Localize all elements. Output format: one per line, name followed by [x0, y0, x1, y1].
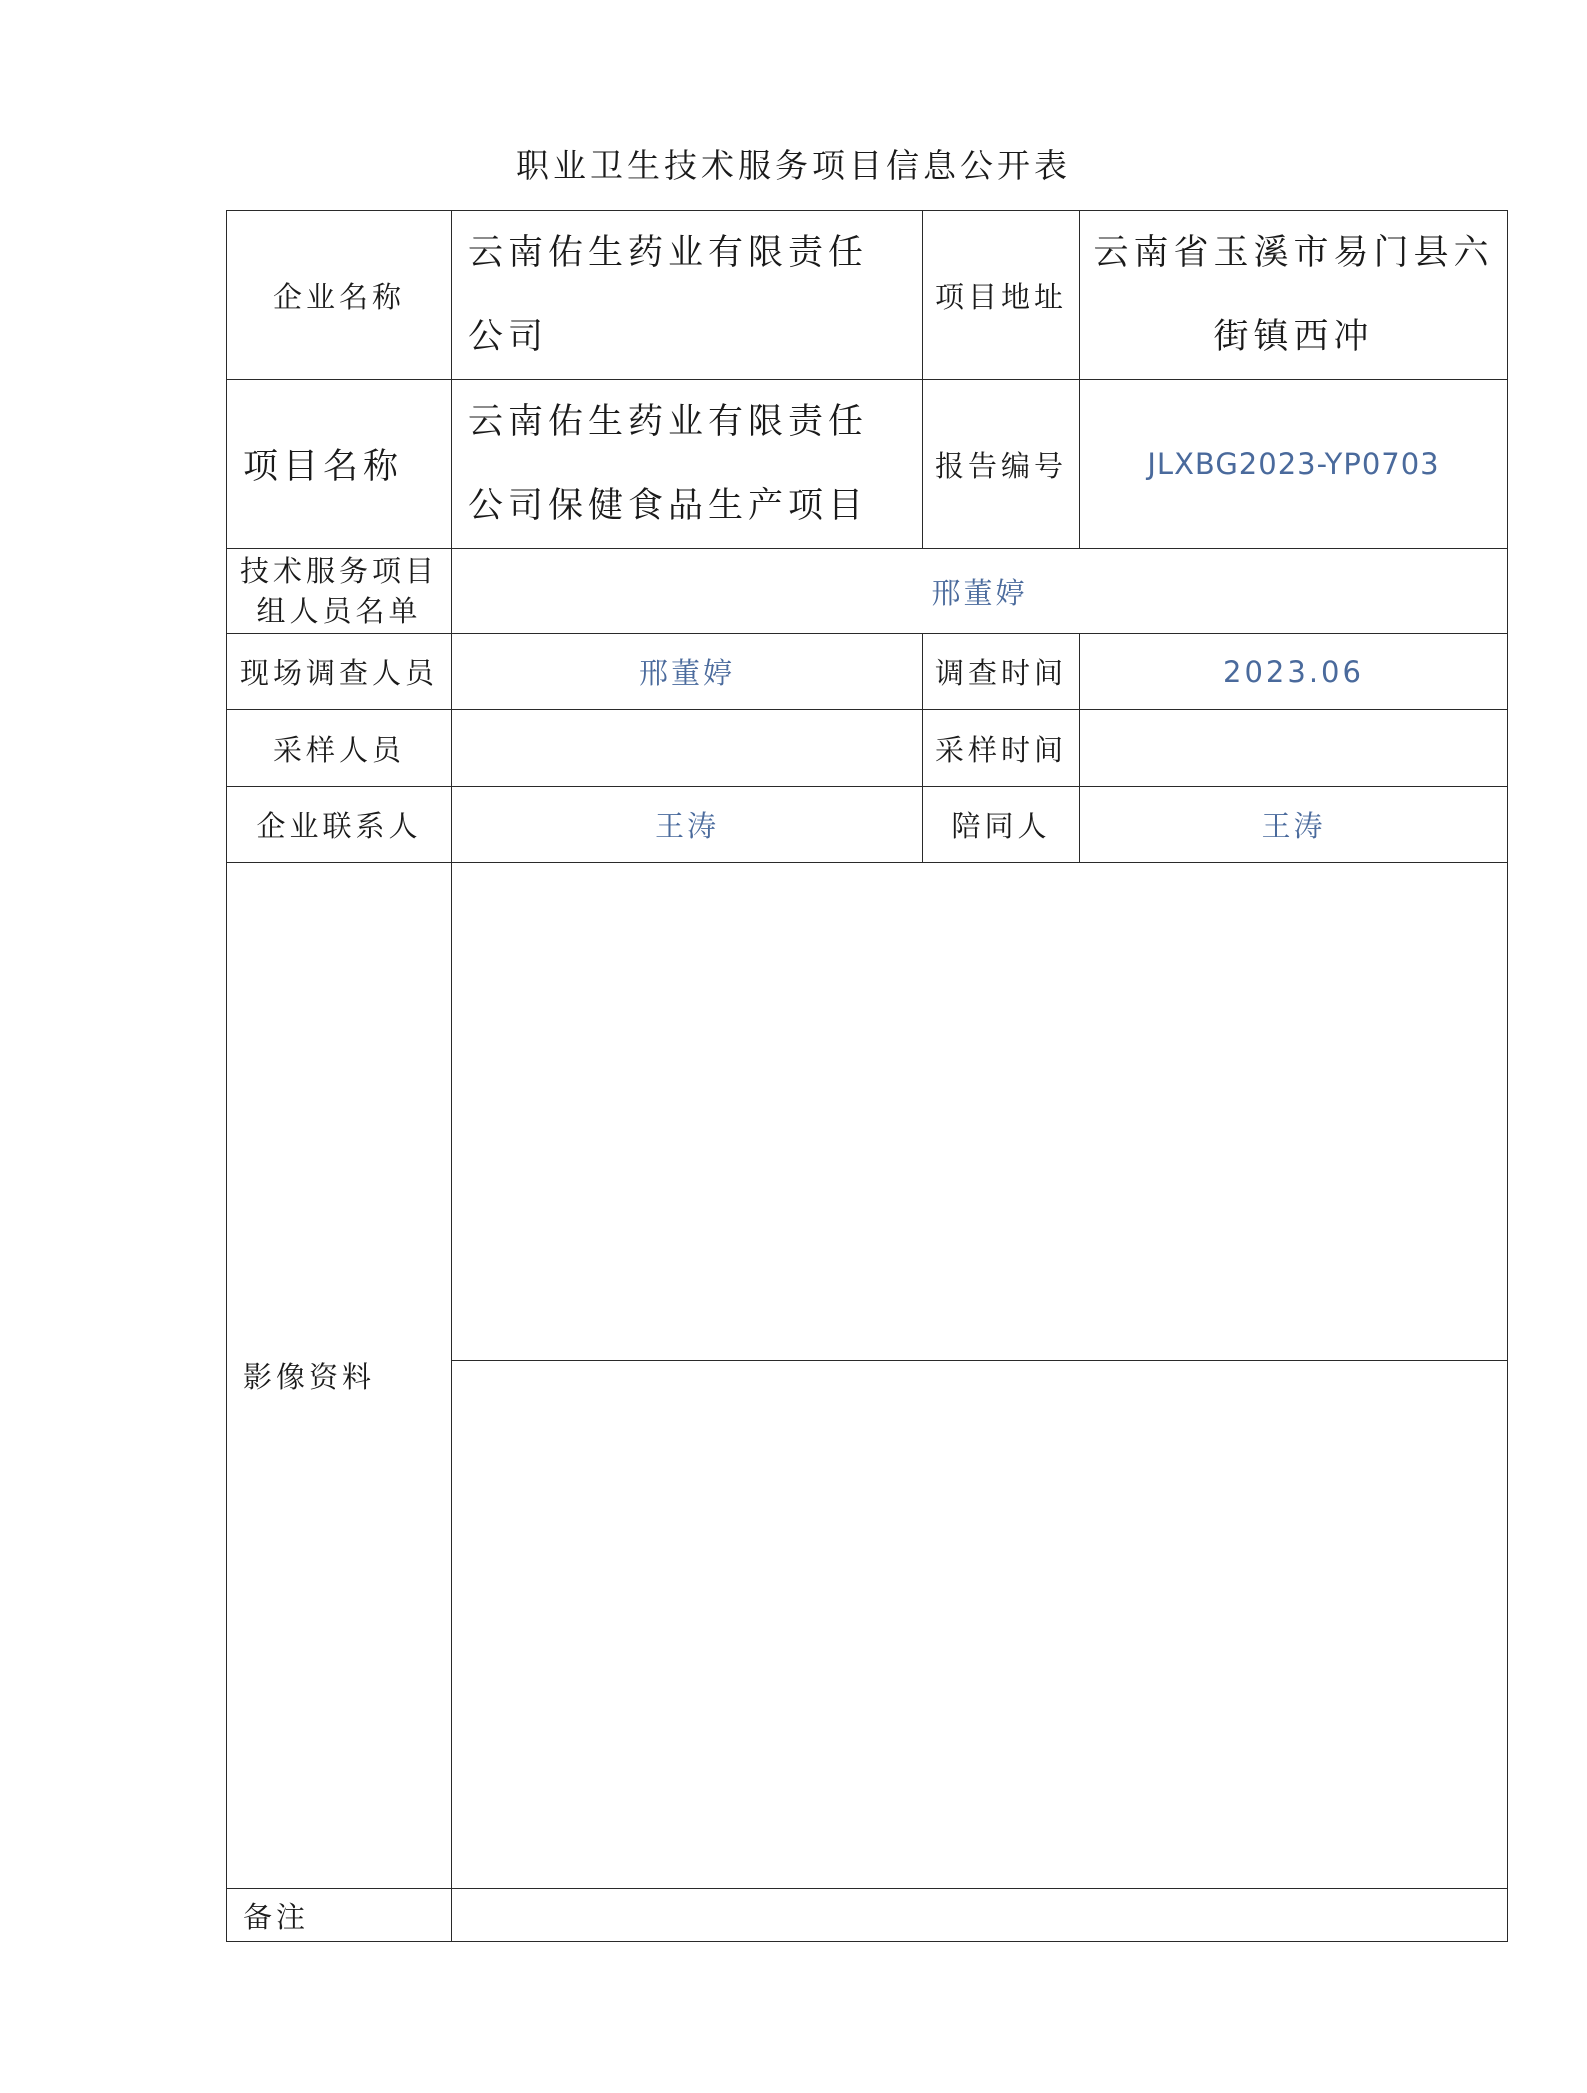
- sampling-staff-label: 采样人员: [227, 710, 452, 787]
- companion-value: 王涛: [1080, 787, 1508, 863]
- project-address-value: 云南省玉溪市易门县六街镇西冲: [1080, 211, 1508, 380]
- remarks-value: [452, 1889, 1508, 1942]
- sampling-time-label: 采样时间: [923, 710, 1080, 787]
- remarks-label: 备注: [227, 1889, 452, 1942]
- company-name-label: 企业名称: [227, 211, 452, 380]
- table-row: [227, 710, 1508, 787]
- team-label: [227, 549, 452, 634]
- team-label-line2: 组人员名单: [256, 594, 422, 628]
- survey-staff-value: 邢董婷: [452, 634, 923, 710]
- survey-staff-label: 现场调查人员: [227, 634, 452, 710]
- table-row: [227, 1889, 1508, 1942]
- contact-value: 王涛: [452, 787, 923, 863]
- page-title: 职业卫生技术服务项目信息公开表: [516, 146, 1071, 185]
- image-slot-2: [452, 1361, 1508, 1889]
- info-table: [226, 210, 1508, 1942]
- report-no-value: JLXBG2023-YP0703: [1080, 380, 1508, 549]
- table-row: [227, 787, 1508, 863]
- company-name-value: 云南佑生药业有限责任公司: [452, 211, 923, 380]
- table-row: [227, 211, 1508, 380]
- sampling-staff-value: [452, 710, 923, 787]
- table-row: [227, 863, 1508, 1361]
- contact-label: 企业联系人: [227, 787, 452, 863]
- images-label: 影像资料: [227, 863, 452, 1889]
- survey-time-label: 调查时间: [923, 634, 1080, 710]
- companion-label: 陪同人: [923, 787, 1080, 863]
- report-no-label: 报告编号: [923, 380, 1080, 549]
- table-row: [227, 549, 1508, 634]
- table-row: [227, 380, 1508, 549]
- project-name-label: 项目名称: [227, 380, 452, 549]
- team-label-line1: 技术服务项目: [239, 554, 438, 588]
- sampling-time-value: [1080, 710, 1508, 787]
- image-slot-1: [452, 863, 1508, 1361]
- project-name-value: 云南佑生药业有限责任公司保健食品生产项目: [452, 380, 923, 549]
- project-address-label: 项目地址: [923, 211, 1080, 380]
- team-value: 邢董婷: [452, 549, 1508, 634]
- survey-time-value: 2023.06: [1080, 634, 1508, 710]
- table-row: [227, 634, 1508, 710]
